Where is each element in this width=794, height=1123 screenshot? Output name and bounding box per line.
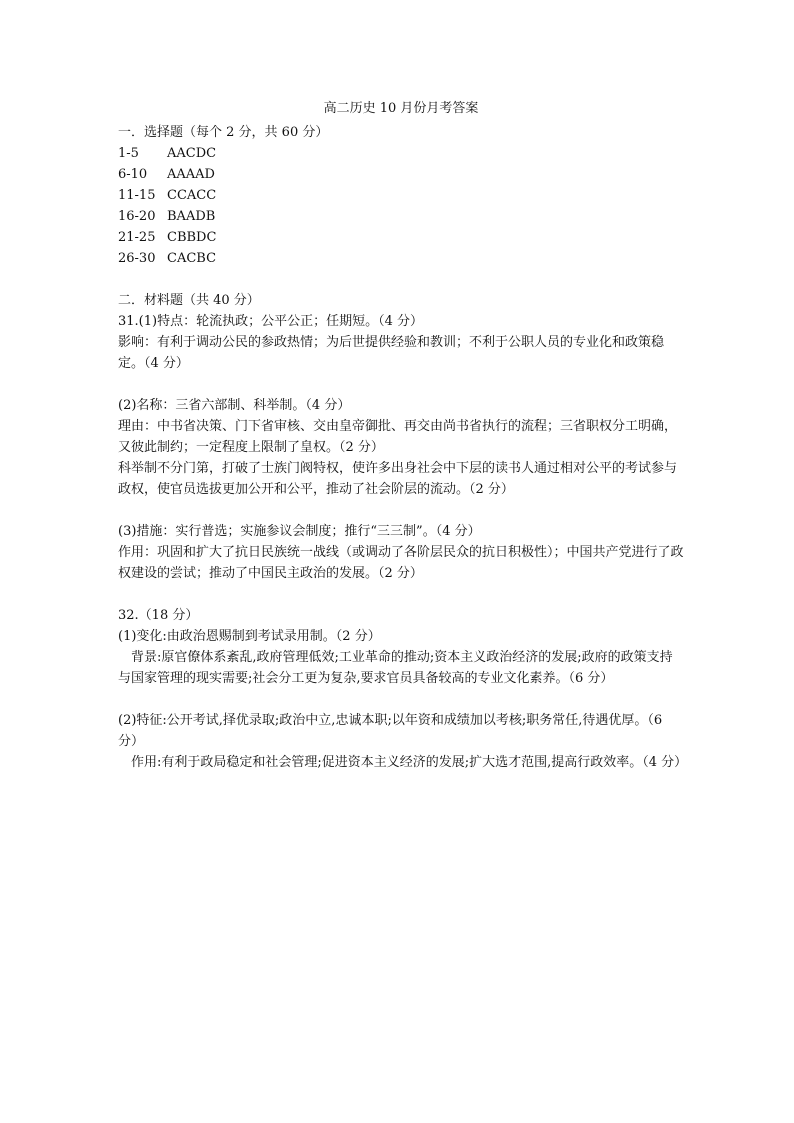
q31-2-name: (2)名称：三省六部制、科举制。（4 分） xyxy=(118,398,351,413)
question-range: 11-15 xyxy=(118,188,156,203)
answer-row xyxy=(118,143,684,164)
answer-key-list xyxy=(118,143,684,269)
q31-2-keju: 科举制不分门第，打破了士族门阀特权，使许多出身社会中下层的读书人通过相对公平的考试参与政权，使官员选拔更加公开和公平，推动了社会阶层的流动。（2 分） xyxy=(118,461,678,497)
q31-2-reason: 理由：中书省决策、门下省审核、交由皇帝御批、再交由尚书省执行的流程；三省职权分工明确，又彼此制约；一定程度上限制了皇权。（2 分） xyxy=(118,419,678,455)
answer-keys: BAADB xyxy=(167,209,216,224)
answer-sheet xyxy=(118,100,688,773)
question-range: 21-25 xyxy=(118,230,156,245)
section2-heading: 二．材料题（共 40 分） xyxy=(118,293,260,308)
question-range: 6-10 xyxy=(118,167,148,182)
answer-row xyxy=(118,227,684,248)
spacer xyxy=(118,500,684,521)
q32-2-features: (2)特征:公开考试,择优录取;政治中立,忠诚本职;以年资和成绩加以考核;职务常任,待遇优厚。（6 分） xyxy=(118,713,663,749)
question-range: 26-30 xyxy=(118,251,156,266)
q32-2-effect: 作用:有利于政局稳定和社会管理;促进资本主义经济的发展;扩大选才范围,提高行政效率。（4 分） xyxy=(131,755,688,770)
spacer xyxy=(118,374,684,395)
spacer xyxy=(118,269,684,290)
question-range: 16-20 xyxy=(118,209,156,224)
q31-impact: 影响：有利于调动公民的参政热情；为后世提供经验和教训；不利于公职人员的专业化和政策稳定。（4 分） xyxy=(118,335,665,371)
question-range: 1-5 xyxy=(118,146,139,161)
spacer xyxy=(118,689,684,710)
section1-heading: 一．选择题（每个 2 分，共 60 分） xyxy=(118,125,329,140)
answer-row xyxy=(118,248,684,269)
answer-keys: CBBDC xyxy=(167,230,217,245)
answer-row xyxy=(118,164,684,185)
q32-1-change: (1)变化:由政治恩赐制到考试录用制。（2 分） xyxy=(118,629,381,644)
answer-row xyxy=(118,185,684,206)
answer-keys: AAAAD xyxy=(167,167,215,182)
answer-keys: AACDC xyxy=(167,146,217,161)
q32-1-background: 背景:原官僚体系紊乱,政府管理低效;工业革命的推动;资本主义政治经济的发展;政府的政策支持与国家管理的现实需要;社会分工更为复杂,要求官员具备较高的专业文化素养。（6 分） xyxy=(118,650,673,686)
answer-keys: CCACC xyxy=(167,188,217,203)
answer-row xyxy=(118,206,684,227)
q31-3-effect: 作用：巩固和扩大了抗日民族统一战线（或调动了各阶层民众的抗日积极性）；中国共产党进行了政权建设的尝试；推动了中国民主政治的发展。（2 分） xyxy=(118,545,684,581)
q31-features: 31.(1)特点：轮流执政；公平公正；任期短。（4 分） xyxy=(118,314,423,329)
q31-3-measures: (3)措施：实行普选；实施参议会制度；推行“三三制”。（4 分） xyxy=(118,524,481,539)
q32-heading: 32.（18 分） xyxy=(118,608,199,623)
spacer xyxy=(118,584,684,605)
answer-keys: CACBC xyxy=(167,251,217,266)
page-title: 高二历史 10 月份月考答案 xyxy=(323,101,479,116)
